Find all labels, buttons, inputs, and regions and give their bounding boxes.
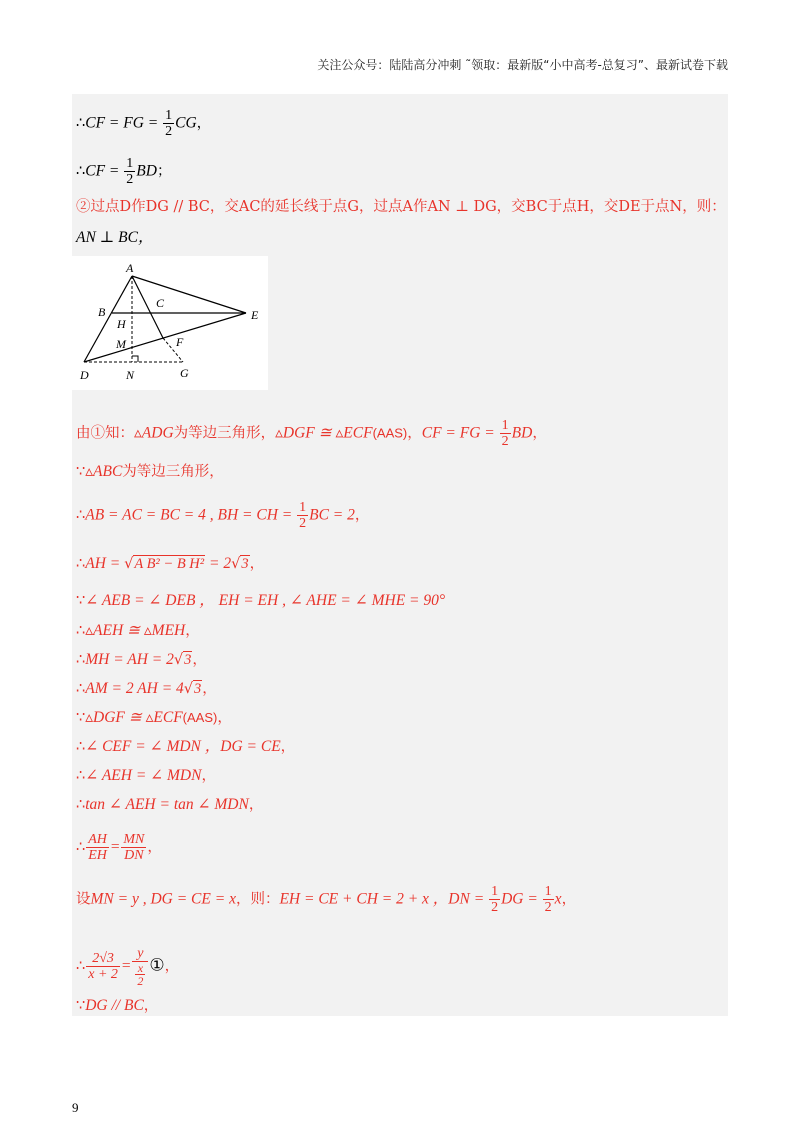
line-an-perp-bc: AN ⊥ BC，: [76, 229, 154, 246]
fraction: $\frac{1}{2}$: [126, 156, 134, 187]
label-b: B: [98, 305, 106, 319]
math-expr: CF =: [85, 162, 124, 180]
line-congruent-dgf: ∵▵DGF ≅ ▵ECF(AAS)，: [76, 709, 232, 726]
line-abc-equilateral: ∵▵ABC为等边三角形，: [76, 463, 224, 480]
line-equation-one: ∴ $\frac{2√3}{x + 2}$ = $\frac{y}{\frac{x}{2}}$ ①，: [76, 946, 180, 988]
page-number: 9: [72, 1100, 79, 1115]
label-a: A: [126, 261, 134, 275]
label-n: N: [126, 368, 135, 382]
line-construction: ②过点D作DG // BC，交AC的延长线于点G，过点A作AN ⊥ DG，交BC于点H，交DE于点N，则：: [76, 199, 726, 215]
therefore-symbol: ∴: [76, 163, 86, 180]
line-mh: ∴MH = AH = 2√3，: [76, 651, 207, 668]
line-from-part-one: 由①知：▵ADG为等边三角形，▵DGF ≅ ▵ECF(AAS)，CF = FG = $\frac{1}{2}$ BD，: [76, 418, 547, 449]
line-congruent-aeh: ∴▵AEH ≅ ▵MEH，: [76, 622, 200, 639]
line-angles: ∵∠ AEB = ∠ DEB ， EH = EH , ∠ AHE = ∠ MHE = 90°: [76, 592, 446, 609]
solution-content: [72, 94, 728, 1016]
line-cef-mdn: ∴∠ CEF = ∠ MDN ，DG = CE，: [76, 738, 296, 755]
math-expr: CG: [175, 114, 197, 132]
line-cf-bd: [76, 156, 171, 187]
label-g: G: [180, 366, 189, 380]
geometry-figure: [72, 256, 268, 390]
label-m: M: [116, 337, 126, 351]
page-header: 关注公众号：陆陆高分冲刺 ˜领取：最新版“小中高考-总复习”、最新试卷下载: [317, 58, 728, 72]
fraction: $\frac{1}{2}$: [165, 108, 173, 139]
line-aeh-mdn: ∴∠ AEH = ∠ MDN，: [76, 767, 216, 784]
compound-fraction: $\frac{y}{\frac{x}{2}}$: [132, 946, 148, 987]
math-expr: CF = FG =: [85, 114, 163, 132]
line-ah: ∴AH = √A B² − B H² = 2√3，: [76, 555, 265, 572]
label-c: C: [156, 296, 165, 310]
fraction: $\frac{1}{2}$: [299, 500, 307, 531]
line-dg-parallel-bc: ∵DG // BC，: [76, 997, 159, 1014]
label-e: E: [251, 308, 259, 322]
segment-ae: [132, 276, 246, 313]
label-d: D: [80, 368, 89, 382]
fraction: $\frac{1}{2}$: [544, 884, 552, 915]
punct: ；: [156, 163, 172, 180]
circled-one: ①: [149, 955, 165, 976]
line-tan: ∴tan ∠ AEH = tan ∠ MDN，: [76, 796, 264, 813]
label-h: H: [117, 317, 126, 331]
label-f: F: [176, 335, 184, 349]
fraction: $\frac{AH}{EH}$: [88, 832, 107, 863]
right-angle-mark: [132, 356, 138, 362]
fraction: $\frac{1}{2}$: [491, 884, 499, 915]
line-ratio: ∴ $\frac{AH}{EH}$ = $\frac{MN}{DN}$ ，: [76, 832, 162, 863]
therefore-symbol: ∴: [76, 115, 86, 132]
figure-svg: [72, 256, 268, 390]
line-am: ∴AM = 2 AH = 4√3，: [76, 680, 217, 697]
segment-de: [84, 313, 246, 362]
punct: ，: [196, 115, 212, 132]
line-let-mn: 设MN = y , DG = CE = x，则：EH = CE + CH = 2 + x ，DN = $\frac{1}{2}$ DG = $\frac{1}{2}$ x，: [76, 884, 577, 915]
fraction: $\frac{2√3}{x + 2}$: [88, 951, 118, 982]
line-sides: ∴AB = AC = BC = 4 , BH = CH = $\frac{1}{2}$ BC = 2，: [76, 500, 370, 531]
fraction: $\frac{1}{2}$: [501, 418, 509, 449]
line-cf-fg: [76, 108, 211, 139]
math-expr: BD: [136, 162, 157, 180]
fraction: $\frac{MN}{DN}$: [123, 832, 145, 863]
